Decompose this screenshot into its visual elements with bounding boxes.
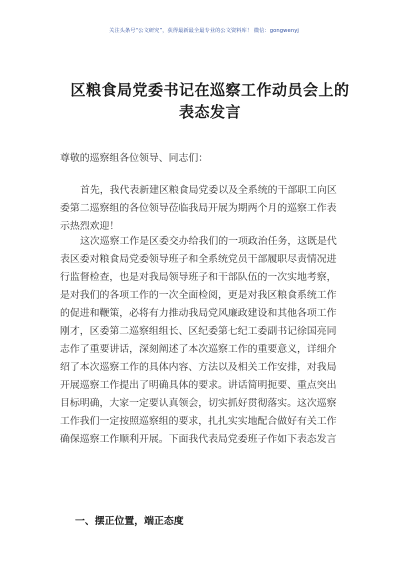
page-title-line-2: 表态发言 xyxy=(178,103,241,121)
text-line: 这次巡察工作是区委交办给我们的一项政治任务，这既是代 xyxy=(80,236,337,247)
section-heading-1: 一、摆正位置，端正态度 xyxy=(75,516,184,527)
text-line: 开展巡察工作提出了明确具体的要求。讲话简明扼要、重点突出 xyxy=(60,380,337,391)
text-line: 是对我们的各项工作的一次全面检阅，更是对我区粮食系统工作 xyxy=(60,290,337,301)
text-line: 刚才，区委第二巡察组组长、区纪委第七纪工委副书记徐国亮同 xyxy=(60,326,337,337)
text-line: 志作了重要讲话，深刻阐述了本次巡察工作的重要意义，详细介 xyxy=(60,344,337,355)
text-line: 行监督检查，也是对我局领导班子和干部队伍的一次实地考察， xyxy=(60,272,337,283)
page-title-line-1: 区粮食局党委书记在巡察工作动员会上的 xyxy=(70,81,350,99)
paragraph-welcome xyxy=(60,182,352,236)
promo-banner: 关注头条号“公文研究”，获得最新最全最专业的公文资料库！ 微信：gongwenyj xyxy=(109,28,299,34)
salutation xyxy=(60,150,352,168)
text-line: 工作我们一定按照巡察组的要求，扎扎实实地配合做好有关工作 xyxy=(60,416,337,427)
text-line: 示热烈欢迎！ xyxy=(60,221,120,232)
text-line: 确保巡察工作顺利开展。下面我代表局党委班子作如下表态发言 xyxy=(60,434,337,445)
paragraph-inspection xyxy=(60,233,352,449)
salutation-text: 尊敬的巡察组各位领导、同志们： xyxy=(60,153,209,164)
text-line: 的促进和鞭策，必将有力推动我局党风廉政建设和其他各项工作 xyxy=(60,308,337,319)
text-line: 委第二巡察组的各位领导莅临我局开展为期两个月的巡察工作表 xyxy=(60,203,337,214)
text-line: 目标明确，大家一定要认真领会，切实抓好贯彻落实。这次巡察 xyxy=(60,398,337,409)
text-line: 首先，我代表新建区粮食局党委以及全系统的干部职工向区 xyxy=(80,185,337,196)
text-line: 表区委对粮食局党委领导班子和全系统党员干部履职尽责情况进 xyxy=(60,254,337,265)
text-line: 绍了本次巡察工作的具体内容、方法以及相关工作安排，对我局 xyxy=(60,362,337,373)
